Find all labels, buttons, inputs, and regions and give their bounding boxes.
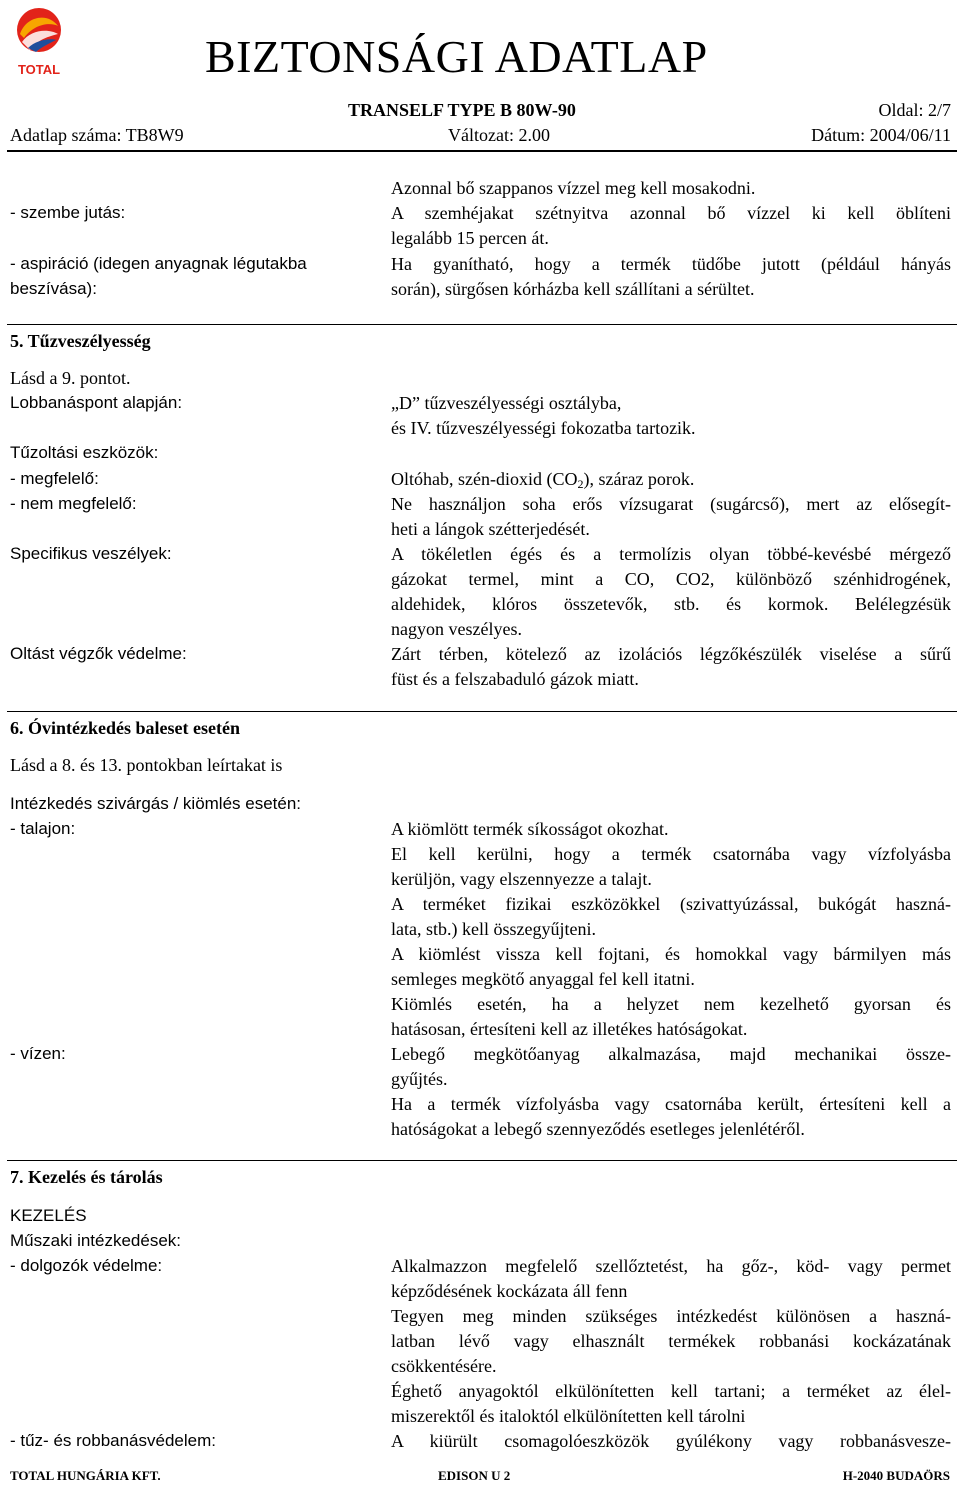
footer-city: H-2040 BUDAÖRS bbox=[842, 1468, 950, 1483]
product-name: TRANSELF TYPE B 80W-90 bbox=[348, 100, 576, 120]
workers-text-7: miszerektől és italoktól elkülönítetten kell tárolni bbox=[391, 1406, 746, 1426]
water-text-1: Lebegő megkötőanyag alkalmazása, majd mechanikai össze- bbox=[391, 1044, 951, 1064]
workers-text-1: Alkalmazzon megfelelő szellőztetést, ha gőz-, köd- vagy permet bbox=[391, 1256, 951, 1276]
aspiration-label-1: - aspiráció (idegen anyagnak légutakba bbox=[10, 254, 307, 273]
soil-text-3: kerüljön, vagy elszennyezze a talajt. bbox=[391, 869, 652, 889]
unsuitable-text-1: Ne használjon soha erős vízsugarat (sugárcső), mert az elősegít- bbox=[391, 494, 951, 514]
soil-text-8: Kiömlés esetén, ha a helyzet nem kezelhető gyorsan és bbox=[391, 994, 951, 1014]
total-logo-icon bbox=[8, 4, 70, 78]
soil-text-5: lata, stb.) kell összegyűjteni. bbox=[391, 919, 596, 939]
aspiration-label-2: beszívása): bbox=[10, 279, 97, 298]
soil-text-1: A kiömlött termék síkosságot okozhat. bbox=[391, 819, 669, 839]
protection-text-2: füst és a felszabaduló gázok miatt. bbox=[391, 669, 639, 689]
soil-label: - talajon: bbox=[10, 819, 76, 838]
protection-label: Oltást végzők védelme: bbox=[10, 644, 187, 663]
fire-label: - tűz- és robbanásvédelem: bbox=[10, 1431, 216, 1450]
workers-text-6: Éghető anyagoktól elkülönítetten kell tartani; a terméket az élel- bbox=[391, 1381, 951, 1401]
spill-label: Intézkedés szivárgás / kiömlés esetén: bbox=[10, 794, 302, 813]
hazards-text-4: nagyon veszélyes. bbox=[391, 619, 522, 639]
suitable-label: - megfelelő: bbox=[10, 469, 99, 488]
section5-see-ref: Lásd a 9. pontot. bbox=[10, 368, 131, 388]
hazards-text-3: aldehidek, klóros összetevők, stb. és kormok. Belélegzésük bbox=[391, 594, 951, 614]
soil-text-2: El kell kerülni, hogy a termék csatornába vagy vízfolyásba bbox=[391, 844, 951, 864]
water-label: - vízen: bbox=[10, 1044, 66, 1063]
section5-heading: 5. Tűzveszélyesség bbox=[10, 331, 151, 351]
eye-text-1: A szemhéjakat szétnyitva azonnal bő vízzel ki kell öblíteni bbox=[391, 203, 951, 223]
eye-label: - szembe jutás: bbox=[10, 203, 126, 222]
section-rule bbox=[7, 711, 957, 712]
hazards-text-1: A tökéletlen égés és a termolízis olyan többé-kevésbé mérgező bbox=[391, 544, 951, 564]
page-number: Oldal: 2/7 bbox=[878, 100, 951, 120]
fire-text-1: A kiürült csomagolóeszközök gyúlékony vagy robbanásvesze- bbox=[391, 1431, 951, 1451]
header-rule bbox=[7, 150, 957, 152]
section6-see-ref: Lásd a 8. és 13. pontokban leírtakat is bbox=[10, 755, 283, 775]
hazards-label: Specifikus veszélyek: bbox=[10, 544, 172, 563]
soil-text-7: semleges megkötő anyaggal fel kell itatni. bbox=[391, 969, 695, 989]
unsuitable-text-2: heti a lángok szétterjedését. bbox=[391, 519, 590, 539]
handling-label: KEZELÉS bbox=[10, 1206, 87, 1225]
workers-text-4: latban lévő vagy elhasznált termékek robbanási kockázatának bbox=[391, 1331, 951, 1351]
footer-company: TOTAL HUNGÁRIA KFT. bbox=[10, 1468, 161, 1483]
footer-address: EDISON U 2 bbox=[438, 1468, 511, 1483]
skin-text: Azonnal bő szappanos vízzel meg kell mosakodni. bbox=[391, 178, 756, 198]
water-text-3: Ha a termék vízfolyásba vagy csatornába került, értesíteni kell a bbox=[391, 1094, 951, 1114]
document-title: BIZTONSÁGI ADATLAP bbox=[205, 31, 708, 82]
unsuitable-label: - nem megfelelő: bbox=[10, 494, 137, 513]
flash-label: Lobbanáspont alapján: bbox=[10, 393, 183, 412]
water-text-2: gyűjtés. bbox=[391, 1069, 448, 1089]
flash-text-1: „D” tűzveszélyességi osztályba, bbox=[391, 393, 622, 413]
tech-label: Műszaki intézkedések: bbox=[10, 1231, 182, 1250]
water-text-4: hatóságokat a lebegő szennyeződés esetleges jelenlétéről. bbox=[391, 1119, 805, 1139]
section-rule bbox=[7, 324, 957, 325]
sheet-number: Adatlap száma: TB8W9 bbox=[10, 125, 184, 145]
date: Dátum: 2004/06/11 bbox=[811, 125, 951, 145]
workers-text-5: csökkentésére. bbox=[391, 1356, 497, 1376]
aspiration-text-2: során), sürgősen kórházba kell szállítani a sérültet. bbox=[391, 279, 755, 299]
soil-text-4: A terméket fizikai eszközökkel (szivattyúzással, bukógát haszná- bbox=[391, 894, 951, 914]
section7-heading: 7. Kezelés és tárolás bbox=[10, 1167, 163, 1187]
protection-text-1: Zárt térben, kötelező az izolációs légzőkészülék viselése a sűrű bbox=[391, 644, 951, 664]
workers-text-3: Tegyen meg minden szükséges intézkedést különösen a haszná- bbox=[391, 1306, 951, 1326]
soil-text-9: hatásosan, értesíteni kell az illetékes hatóságokat. bbox=[391, 1019, 748, 1039]
svg-text:TOTAL: TOTAL bbox=[17, 62, 61, 77]
hazards-text-2: gázokat termel, mint a CO, CO2, különböző szénhidrogének, bbox=[391, 569, 951, 589]
tools-label: Tűzoltási eszközök: bbox=[10, 443, 159, 462]
section-rule bbox=[7, 1160, 957, 1161]
section6-heading: 6. Óvintézkedés baleset esetén bbox=[10, 718, 240, 738]
workers-label: - dolgozók védelme: bbox=[10, 1256, 163, 1275]
eye-text-2: legalább 15 percen át. bbox=[391, 228, 549, 248]
suitable-text: Oltóhab, szén-dioxid $(CO_2)$, száraz porok. bbox=[391, 469, 695, 491]
workers-text-2: képződésének kockázata áll fenn bbox=[391, 1281, 628, 1301]
flash-text-2: és IV. tűzveszélyességi fokozatba tartozik. bbox=[391, 418, 696, 438]
total-logo bbox=[8, 4, 70, 78]
soil-text-6: A kiömlést vissza kell fojtani, és homokkal vagy bármilyen más bbox=[391, 944, 951, 964]
version: Változat: 2.00 bbox=[448, 125, 550, 145]
aspiration-text-1: Ha gyanítható, hogy a termék tüdőbe jutott (például hányás bbox=[391, 254, 951, 274]
